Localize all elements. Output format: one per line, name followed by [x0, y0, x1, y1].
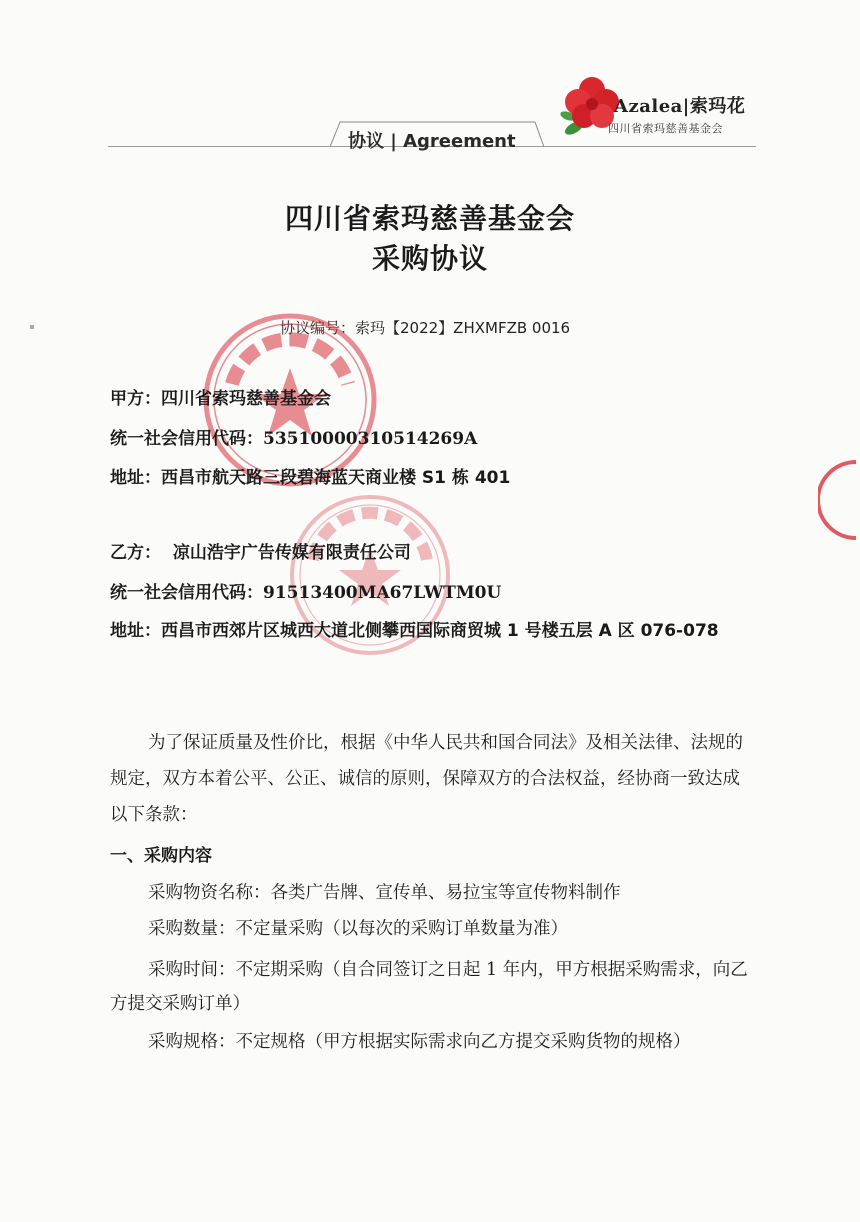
header-tab-label: 协议 | Agreement — [348, 131, 516, 152]
document-title: 四川省索玛慈善基金会 — [284, 202, 575, 235]
party-a-label: 甲方： — [110, 389, 161, 409]
party-a-address — [110, 463, 510, 488]
party-a-name — [110, 384, 331, 409]
party-a-credit-code — [110, 424, 477, 449]
party-b-address-label: 地址： — [110, 621, 161, 641]
logo-wordmark: Azalea|索玛花 — [614, 96, 746, 117]
party-b-credit-code — [110, 578, 501, 603]
party-b-address-value: 西昌市西郊片区城西大道北侧攀西国际商贸城 1 号楼五层 A 区 076-078 — [161, 621, 719, 641]
party-b-label: 乙方： — [110, 543, 161, 563]
logo-subtitle: 四川省索玛慈善基金会 — [608, 122, 723, 135]
party-b-credit-value: 91513400MA67LWTM0U — [263, 583, 502, 603]
purchase-item-name: 采购物资名称：各类广告牌、宣传单、易拉宝等宣传物料制作 — [148, 883, 621, 903]
party-b-credit-label: 统一社会信用代码： — [110, 583, 263, 603]
party-b-address — [110, 616, 750, 646]
party-a-credit-label: 统一社会信用代码： — [110, 429, 263, 449]
party-b-value: 凉山浩宇广告传媒有限责任公司 — [172, 543, 411, 563]
edge-seal-fragment — [818, 460, 860, 540]
section-1-heading: 一、采购内容 — [110, 846, 212, 866]
document-subtitle: 采购协议 — [371, 242, 488, 275]
purchase-time: 采购时间：不定期采购（自合同签订之日起 1 年内，甲方根据采购需求，向乙方提交采购订单） — [110, 960, 748, 1014]
party-a-address-label: 地址： — [110, 468, 161, 488]
party-a-credit-value: 53510000310514269A — [263, 429, 478, 449]
scan-dot — [30, 325, 34, 329]
intro-paragraph: 为了保证质量及性价比，根据《中华人民共和国合同法》及相关法律、法规的规定，双方本着公平、公正、诚信的原则，保障双方的合法权益，经协商一致达成以下条款： — [110, 733, 743, 825]
party-a-value: 四川省索玛慈善基金会 — [161, 389, 331, 409]
party-b-name — [110, 538, 411, 563]
purchase-spec: 采购规格：不定规格（甲方根据实际需求向乙方提交采购货物的规格） — [148, 1032, 691, 1052]
purchase-quantity: 采购数量：不定量采购（以每次的采购订单数量为准） — [148, 919, 568, 939]
party-a-address-value: 西昌市航天路三段碧海蓝天商业楼 S1 栋 401 — [161, 468, 511, 488]
agreement-number: 协议编号：索玛【2022】ZHXMFZB 0016 — [280, 319, 571, 337]
